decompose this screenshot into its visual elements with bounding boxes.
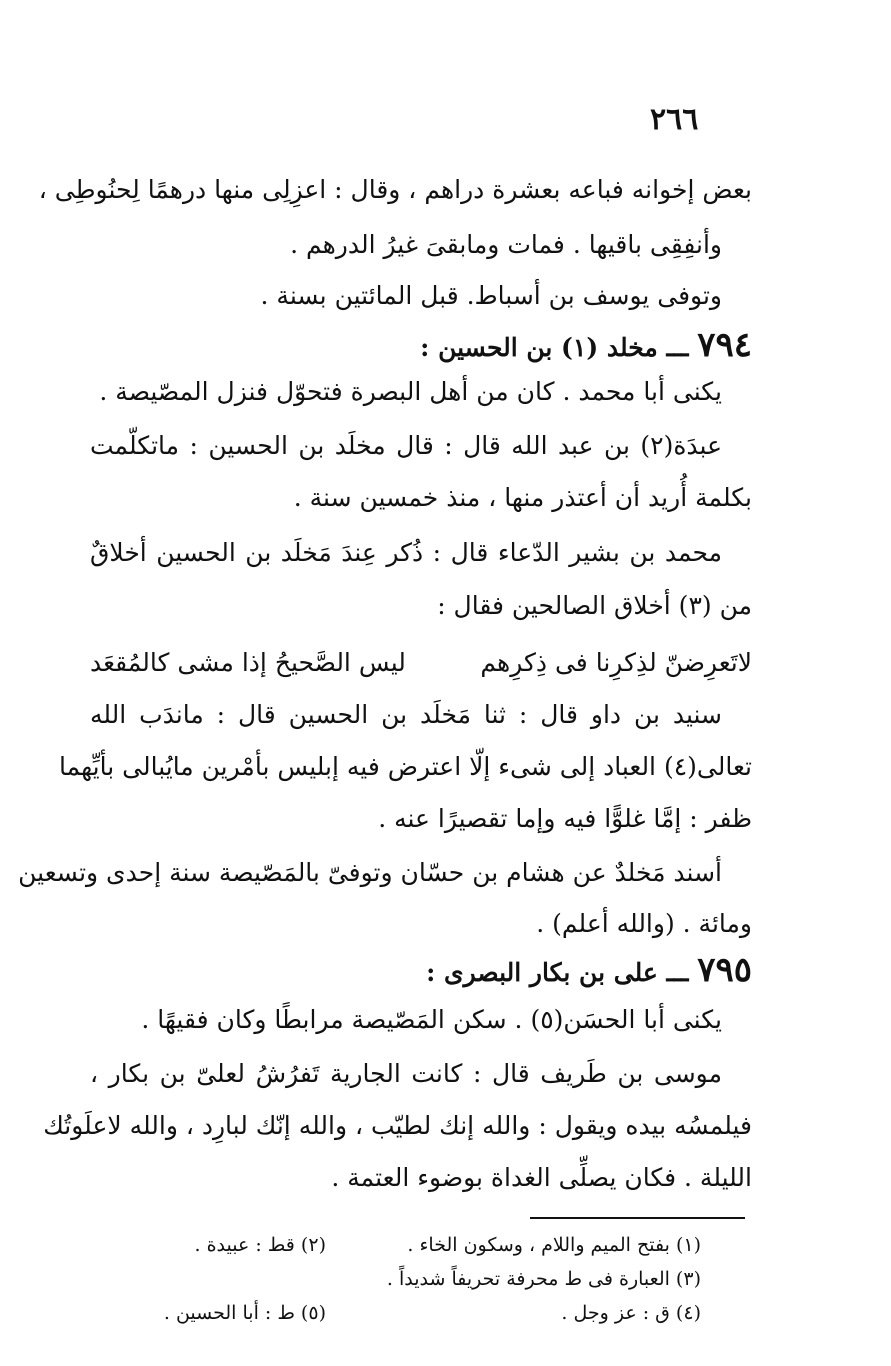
text-line: تعالى(٤) العباد إلى شىء إلّا اعترض فيه إبليس بأمْرين مايُبالى بأيِّهما [59, 752, 752, 781]
text-line: سنيد بن داو قال : ثنا مَخلَد بن الحسين قال : ماندَب الله [90, 700, 722, 729]
footnote-separator [530, 1217, 745, 1219]
text-line: من (٣) أخلاق الصالحين فقال : [437, 591, 752, 620]
footnote: (٣) العبارة فى ط محرفة تحريفاً شديداً . [386, 1268, 701, 1290]
text-line: وتوفى يوسف بن أسباط. قبل المائتين بسنة . [260, 281, 722, 310]
biography-heading-794 [300, 325, 752, 368]
text-line: عبدَة(٢) بن عبد الله قال : قال مخلَد بن الحسين : ماتكلّمت [90, 431, 722, 460]
text-line: يكنى أبا الحسَن(٥) . سكن المَصّيصة مرابطًا وكان فقيهًا . [141, 1005, 722, 1034]
heading-title: مخلد (١) بن الحسين : [420, 333, 658, 362]
text-line: بكلمة أُريد أن أعتذر منها ، منذ خمسين سنة . [293, 483, 752, 512]
text-line: ظفر : إمَّا غلوًّا فيه وإما تقصيرًا عنه . [378, 804, 752, 833]
verse-second-hemistich: ليس الصَّحيحُ إذا مشى كالمُقعَد [90, 648, 406, 677]
biography-heading-795 [300, 950, 752, 993]
page-number: ٢٦٦ [650, 102, 699, 137]
text-line: وأنفِقِى باقيها . فمات ومابقىَ غيرُ الدرهم . [290, 230, 722, 259]
text-line: محمد بن بشير الدّعاء قال : ذُكر عِندَ مَخلَد بن الحسين أخلاقٌ [90, 538, 722, 567]
footnote: (١) بفتح الميم واللام ، وسكون الخاء . [407, 1234, 701, 1256]
text-line: الليلة . فكان يصلِّى الغداة بوضوء العتمة . [331, 1163, 752, 1192]
text-line: بعض إخوانه فباعه بعشرة دراهم ، وقال : اعزِلِى منها درهمًا لِحنُوطِى ، [38, 175, 752, 204]
text-line: ومائة . (والله أعلم) . [536, 909, 752, 938]
footnote: (٥) ط : أبا الحسين . [163, 1302, 326, 1324]
heading-dash: ـــ [666, 958, 689, 987]
footnote: (٢) قط : عبيدة . [194, 1234, 326, 1256]
text-line: أسند مَخلدٌ عن هشام بن حسّان وتوفىّ بالمَصّيصة سنة إحدى وتسعين [18, 858, 722, 887]
footnote: (٤) ق : عز وجل . [561, 1302, 701, 1324]
entry-number: ٧٩٤ [697, 325, 752, 365]
text-line: موسى بن طَريف قال : كانت الجارية تَفرُشُ لعلىّ بن بكار ، [90, 1059, 722, 1088]
heading-title: على بن بكار البصرى : [426, 958, 658, 987]
text-line: فيلمسُه بيده ويقول : والله إنك لطيّب ، والله إنّك لبارِد ، والله لاعلَوتُك [43, 1111, 752, 1140]
verse-first-hemistich: لاتَعرِضنّ لذِكرِنا فى ذِكرِهم [480, 648, 752, 677]
text-line: يكنى أبا محمد . كان من أهل البصرة فتحوّل فنزل المصّيصة . [99, 377, 722, 406]
heading-dash: ـــ [666, 333, 689, 362]
entry-number: ٧٩٥ [697, 950, 752, 990]
